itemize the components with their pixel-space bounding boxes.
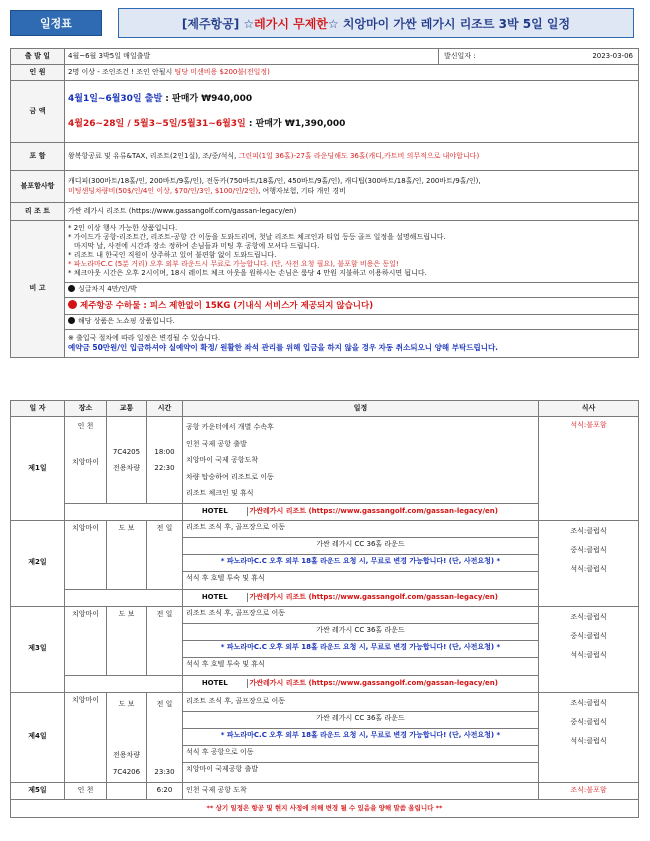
day1-item: 리조트 체크인 및 휴식 (186, 489, 254, 497)
day1-time-depart: 18:00 (154, 447, 175, 456)
day2-transport: 도 보 (107, 520, 147, 589)
day4-meal: 석식:클럽식 (570, 736, 607, 745)
day4-flight: 7C4206 (112, 767, 141, 776)
day3-meal: 중식:클럽식 (570, 631, 607, 640)
departure-value: 4월~6월 3박5일 매일출발 (65, 49, 439, 65)
day3-hotel-name: 가싼레가시 리조트 (https://www.gassangolf.com/gassan-legacy/en) (249, 678, 498, 687)
day1-hotel-name: 가싼레가시 리조트 (https://www.gassangolf.com/gassan-legacy/en) (249, 506, 498, 515)
day4-meals (539, 692, 639, 782)
exclude-tail: , 여행자보험, 기타 개인 경비 (258, 186, 346, 195)
day2-label: 제2일 (11, 520, 65, 606)
day5-meal: 조식:불포함 (539, 782, 639, 799)
col-day: 일 자 (11, 401, 65, 417)
remark-checkout: * 체크아웃 시간은 오후 2시이며, 18시 레이트 체크 아웃을 원하시는 손님은 룸당 4 만원 지불하고 이용하시면 됩니다. (68, 269, 427, 278)
day1-place (65, 417, 107, 504)
bullet-dot-red-icon (68, 300, 77, 309)
day4-time-depart: 23:30 (154, 767, 175, 776)
day4-time (147, 692, 183, 782)
bullet-baggage (65, 297, 639, 314)
remark-item: * 가이드가 공항-리조트간, 리조트-공항 간 이동을 도와드리며, 첫날 리조트 체크인과 티업 등등 골프 일정을 설명해드립니다. (68, 233, 446, 242)
notice-change: ※ 출입국 절차에 따라 일정은 변경될 수 있습니다. (68, 333, 221, 342)
notice-deposit: 예약금 50만원/인 입금하셔야 실예약이 확정/ 원활한 좌석 관리를 위해 입금을 하지 않을 경우 자동 취소되오니 양해 부탁드립니다. (68, 342, 499, 352)
day3-item-panorama: * 파노라마C.C 오후 외부 18홀 라운드 요청 시, 무료로 변경 가능합니다! (단, 사전요청) * (183, 641, 538, 658)
day2-meal: 석식:클럽식 (570, 564, 607, 573)
day1-meal: 석식:불포함 (539, 417, 639, 521)
day2-meal: 중식:클럽식 (570, 545, 607, 554)
price1-amount: : 판매가 ₩940,000 (162, 94, 253, 105)
col-place: 장소 (65, 401, 107, 417)
day2-hotel-label: HOTEL (183, 593, 247, 602)
day3-hotel (183, 675, 539, 692)
day4-item: 치앙마이 국제공항 출발 (186, 764, 259, 773)
day1-place-incheon: 인 천 (77, 422, 94, 430)
people-text: 2명 이상 - 조인조건 ! 조인 안될시 (68, 67, 175, 76)
day4-place: 치앙마이 (65, 692, 107, 782)
day4-item: 가싼 레가시 CC 36홀 라운드 (183, 712, 538, 729)
day1-time-arrive: 22:30 (154, 463, 175, 472)
bullet-noshopping (65, 314, 639, 329)
schedule-table (10, 400, 639, 818)
exclude-value (65, 171, 639, 203)
day3-meals (539, 606, 639, 692)
day2-item-panorama: * 파노라마C.C 오후 외부 18홀 라운드 요청 시, 무료로 변경 가능합니다! (단, 사전요청) * (183, 555, 538, 572)
info-table (10, 48, 639, 358)
title-prefix: [제주항공] ☆ (181, 16, 255, 31)
day3-meal: 조식:클럽식 (570, 612, 607, 621)
price2-period: 4월26~28일 / 5월3~5일/5월31~6월3일 (68, 119, 246, 129)
day2-item: 석식 후 호텔 투숙 및 휴식 (186, 573, 265, 582)
include-greenfee: 그린피(1일 36홀)-27홀 라운딩해도 36홀(캐디,카트비 의무적으로 내야합니다) (238, 151, 480, 160)
price1-period: 4월1일~6월30일 출발 (68, 94, 163, 105)
day5-label: 제5일 (11, 782, 65, 799)
remark-item: * 2인 이상 행사 가능한 상품입니다. (68, 224, 178, 232)
exclude-transfer: 미팅샌딩차량비(50$/인/4인 이상, $70/인/3인, $100/인/2인) (68, 186, 259, 195)
people-value (65, 65, 639, 81)
day3-transport: 도 보 (107, 606, 147, 675)
people-surcharge: 팀당 미샌비용 $200불(전일정) (174, 67, 270, 76)
day4-label: 제4일 (11, 692, 65, 782)
day2-item: 가싼 레가시 CC 36홀 라운드 (183, 538, 538, 555)
day3-place: 치앙마이 (65, 606, 107, 675)
col-itinerary: 일정 (183, 401, 539, 417)
day4-walk: 도 보 (118, 699, 135, 708)
day1-transport (107, 417, 147, 504)
day3-meal: 석식:클럽식 (570, 650, 607, 659)
bullet-dot-icon (68, 285, 75, 292)
price-label: 금 액 (11, 81, 65, 143)
day2-hotel (183, 589, 539, 606)
day5-transport (107, 782, 147, 799)
day1-spacer (65, 503, 183, 520)
day2-place: 치앙마이 (65, 520, 107, 589)
day2-time: 전 일 (147, 520, 183, 589)
include-text: 왕복항공료 및 유류&TAX, 리조트(2인1실), 조/중/석식, (68, 151, 239, 160)
col-transport: 교통 (107, 401, 147, 417)
day1-item: 치앙마이 국제 공항도착 (186, 456, 259, 464)
schedule-tag: 일정표 (10, 10, 102, 36)
day2-spacer (65, 589, 183, 606)
remarks-list (65, 221, 639, 283)
bullet-noshopping-text: 해당 상품은 노쇼핑 상품입니다. (78, 317, 175, 326)
col-meal: 식사 (539, 401, 639, 417)
day3-spacer (65, 675, 183, 692)
day1-item: 인천 국제 공항 출발 (186, 439, 247, 448)
day2-meals (539, 520, 639, 606)
title-suffix: ☆ 치앙마이 가싼 레가시 리조트 3박 5일 일정 (327, 16, 571, 31)
day2-meal: 조식:클럽식 (570, 526, 607, 535)
day5-place: 인 천 (65, 782, 107, 799)
day1-car: 전용차량 (112, 463, 141, 472)
day2-items (183, 520, 539, 589)
day4-meal: 조식:클럽식 (570, 698, 607, 707)
day3-hotel-label: HOTEL (183, 679, 247, 688)
day2-hotel-name: 가싼레가시 리조트 (https://www.gassangolf.com/gassan-legacy/en) (249, 592, 498, 601)
day3-item: 리조트 조식 후, 골프장으로 이동 (183, 607, 538, 624)
departure-label: 출 발 일 (11, 49, 65, 65)
notice-cell (65, 329, 639, 357)
day5-item: 인천 국제 공항 도착 (183, 782, 539, 799)
day3-items (183, 606, 539, 675)
day3-label: 제3일 (11, 606, 65, 692)
day1-flight: 7C4205 (112, 447, 141, 456)
issue-date-cell (439, 49, 639, 65)
day4-time-allday: 전 일 (156, 699, 173, 708)
day4-car: 전용차량 (112, 750, 141, 759)
price-value (65, 81, 639, 143)
day2-item: 리조트 조식 후, 골프장으로 이동 (183, 521, 538, 538)
day3-item: 가싼 레가시 CC 36홀 라운드 (183, 624, 538, 641)
day1-place-chiangmai: 치앙마이 (71, 458, 100, 466)
day4-item-panorama: * 파노라마C.C 오후 외부 18홀 라운드 요청 시, 무료로 변경 가능합니다! (단, 사전요청) * (183, 729, 538, 746)
remark-panorama: * 파노라마C.C (5분 거리) 오후 외부 라운드시 무료로 가능합니다. (단, 사전 요청 필요), 불포함 비용은 동일! (68, 260, 399, 269)
bullet-single-text: 싱글차지 4만/인/박 (78, 285, 137, 294)
footer-note: ** 상기 일정은 항공 및 현지 사정에 의해 변경 될 수 있음을 양해 말씀 올립니다 ** (11, 799, 639, 817)
remark-item: 마지막 날, 사전에 시간과 장소 정하여 손님들과 미팅 후 공항에 모셔다 드립니다. (74, 242, 320, 251)
day4-item: 리조트 조식 후, 골프장으로 이동 (183, 695, 538, 712)
day1-time (147, 417, 183, 504)
day1-item: 공항 카운터에서 개별 수속후 (186, 423, 274, 431)
remarks-label: 비 고 (11, 221, 65, 358)
include-value (65, 143, 639, 171)
day1-items (183, 417, 539, 504)
issue-date: 2023-03-06 (592, 51, 633, 60)
day1-hotel-label: HOTEL (183, 507, 247, 516)
resort-value: 가싼 레가시 리조트 (https://www.gassangolf.com/gassan-legacy/en) (65, 203, 639, 221)
day1-hotel (183, 503, 539, 520)
exclude-label: 불포함사항 (11, 171, 65, 203)
day3-item: 석식 후 호텔 투숙 및 휴식 (186, 659, 265, 668)
day4-meal: 중식:클럽식 (570, 717, 607, 726)
resort-label: 리 조 트 (11, 203, 65, 221)
day1-item: 차량 탑승하여 리조트로 이동 (186, 472, 274, 481)
bullet-dot-icon (68, 317, 75, 324)
day5-time: 6:20 (147, 782, 183, 799)
day4-items (183, 692, 539, 782)
price2-amount: : 판매가 ₩1,390,000 (245, 119, 346, 129)
issue-label: 발신일자 : (444, 51, 476, 60)
bullet-single (65, 282, 639, 297)
day1-label: 제1일 (11, 417, 65, 521)
page-title (118, 8, 634, 38)
remark-item: * 리조트 내 한국인 직원이 상주하고 있어 불편함 없이 도와드립니다. (68, 251, 277, 260)
title-highlight: 레가시 무제한 (254, 16, 328, 31)
day4-item: 석식 후 공항으로 이동 (183, 746, 538, 763)
day3-time: 전 일 (147, 606, 183, 675)
people-label: 인 원 (11, 65, 65, 81)
col-time: 시간 (147, 401, 183, 417)
exclude-text: 캐디피(300바트/18홀/인, 200바트/9홀/인), 전동카(750바트/18홀/인, 450바트/9홀/인), 캐디팁(300바트/18홀/인, 200바트/9홀/인), (68, 177, 481, 186)
day4-transport (107, 692, 147, 782)
bullet-baggage-text: 제주항공 수하물 : 피스 제한없이 15KG (기내식 서비스가 제공되지 않습니다) (80, 300, 374, 311)
include-label: 포 함 (11, 143, 65, 171)
header (10, 8, 635, 38)
